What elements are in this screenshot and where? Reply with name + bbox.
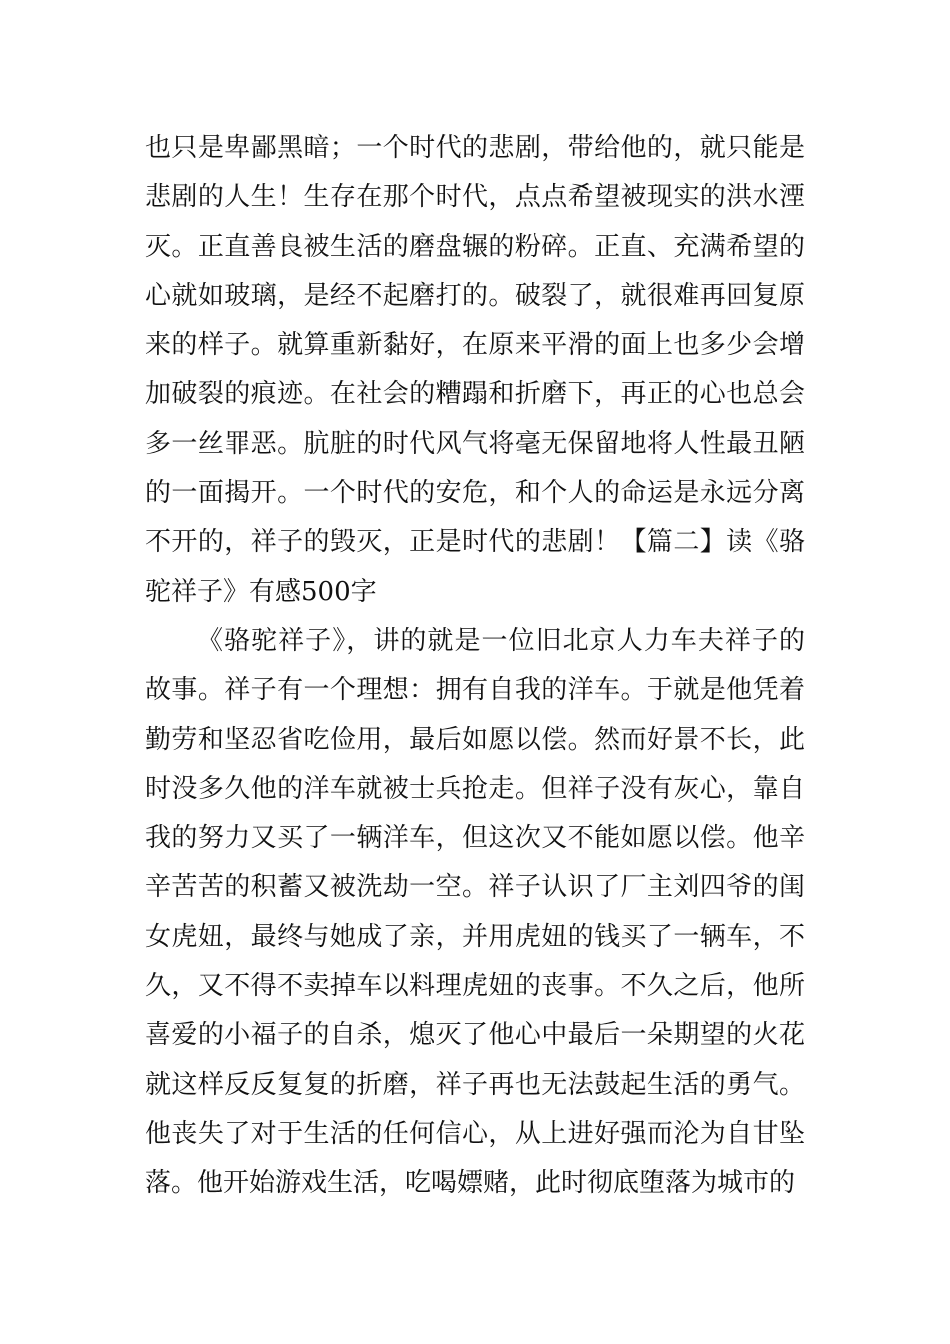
paragraph-2: 《骆驼祥子》，讲的就是一位旧北京人力车夫祥子的故事。祥子有一个理想：拥有自我的洋车。于就是他凭着勤劳和坚忍省吃俭用，最后如愿以偿。然而好景不长，此时没多久他的洋车就被士兵抢走。但祥子没有灰心，靠自我的努力又买了一辆洋车，但这次又不能如愿以偿。他辛辛苦苦的积蓄又被洗劫一空。祥子认识了厂主刘四爷的闺女虎妞，最终与她成了亲，并用虎妞的钱买了一辆车，不久，又不得不卖掉车以料理虎妞的丧事。不久之后，他所喜爱的小福子的自杀，熄灭了他心中最后一朵期望的火花就这样反反复复的折磨，祥子再也无法鼓起生活的勇气。他丧失了对于生活的任何信心，从上进好强而沦为自甘坠落。他开始游戏生活，吃喝嫖赌，此时彻底堕落为城市的 — [145, 625, 805, 1199]
document-body — [145, 124, 805, 1209]
paragraph-1: 也只是卑鄙黑暗；一个时代的悲剧，带给他的，就只能是悲剧的人生！生存在那个时代，点点希望被现实的洪水湮灭。正直善良被生活的磨盘辗的粉碎。正直、充满希望的心就如玻璃，是经不起磨打的。破裂了，就很难再回复原来的样子。就算重新黏好，在原来平滑的面上也多少会增加破裂的痕迹。在社会的糟蹋和折磨下，再正的心也总会多一丝罪恶。肮脏的时代风气将毫无保留地将人性最丑陋的一面揭开。一个时代的安危，和个人的命运是永远分离不开的，祥子的毁灭，正是时代的悲剧！【篇二】读《骆驼祥子》有感500字 — [145, 133, 805, 607]
